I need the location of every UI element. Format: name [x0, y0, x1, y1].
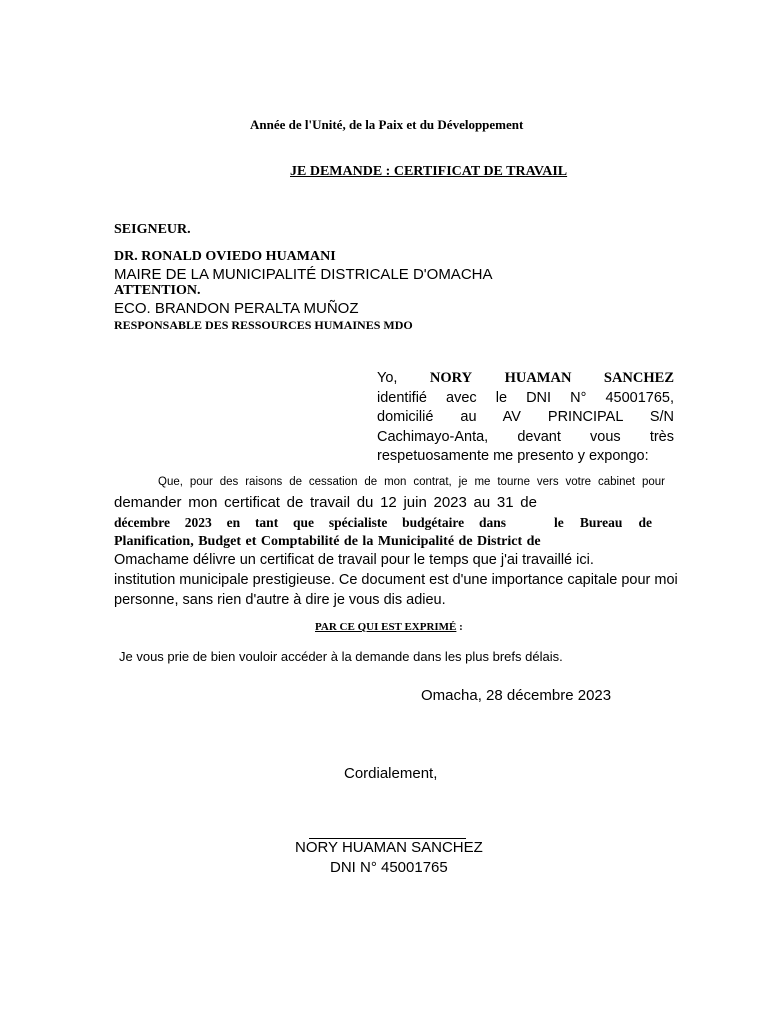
intro-block	[377, 369, 674, 467]
intro-line-2: identifié avec le DNI N° 45001765,	[377, 389, 674, 406]
body-line-1: Que, pour des raisons de cessation de mon contrat, je me tourne vers votre cabinet pour	[158, 476, 665, 488]
body-line-4: Planification, Budget et Comptabilité de la Municipalité de District de	[114, 534, 541, 549]
intro-line-3: domicilié au AV PRINCIPAL S/N	[377, 409, 674, 425]
body-line-5: Omachame délivre un certificat de travail pour le temps que j'ai travaillé ici.	[114, 552, 594, 568]
year-title: Année de l'Unité, de la Paix et du Développement	[250, 117, 524, 132]
recipient-name: DR. RONALD OVIEDO HUAMANI	[114, 249, 336, 264]
attention-label: ATTENTION.	[114, 283, 201, 298]
attention-position: RESPONSABLE DES RESSOURCES HUMAINES MDO	[114, 318, 413, 332]
body-line-3a: décembre 2023 en tant que spécialiste budgétaire dans	[114, 515, 506, 530]
intro-name-1: NORY	[429, 370, 473, 386]
section-heading-colon: :	[459, 621, 463, 633]
salutation: SEIGNEUR.	[114, 222, 191, 237]
body-line-6: institution municipale prestigieuse. Ce document est d'une importance capitale pour moi	[114, 572, 678, 588]
body-line-2: demander mon certificat de travail du 12 juin 2023 au 31 de	[114, 494, 537, 511]
body-line-3b: le Bureau de	[554, 515, 652, 530]
signature-dni: DNI N° 45001765	[330, 859, 448, 876]
section-heading-text: PAR CE QUI EST EXPRIMÉ	[315, 621, 457, 633]
intro-line-1	[377, 369, 674, 389]
signature-name: NORY HUAMAN SANCHEZ	[295, 839, 483, 856]
intro-prefix: Yo,	[377, 370, 398, 386]
attention-name: ECO. BRANDON PERALTA MUÑOZ	[114, 300, 359, 317]
subject-line: JE DEMANDE : CERTIFICAT DE TRAVAIL	[290, 164, 568, 179]
body-line-7: personne, sans rien d'autre à dire je vous dis adieu.	[114, 592, 446, 608]
request-text: Je vous prie de bien vouloir accéder à la demande dans les plus brefs délais.	[119, 649, 563, 664]
intro-name-2: HUAMAN	[504, 370, 572, 386]
closing: Cordialement,	[344, 765, 438, 782]
recipient-position: MAIRE DE LA MUNICIPALITÉ DISTRICALE D'OMACHA	[114, 266, 493, 283]
intro-name-3: SANCHEZ	[603, 370, 674, 386]
section-heading	[315, 621, 463, 633]
intro-line-4: Cachimayo-Anta, devant vous très	[377, 428, 674, 445]
intro-line-5: respetuosamente me presento y expongo:	[377, 448, 649, 464]
place-date: Omacha, 28 décembre 2023	[421, 687, 612, 704]
